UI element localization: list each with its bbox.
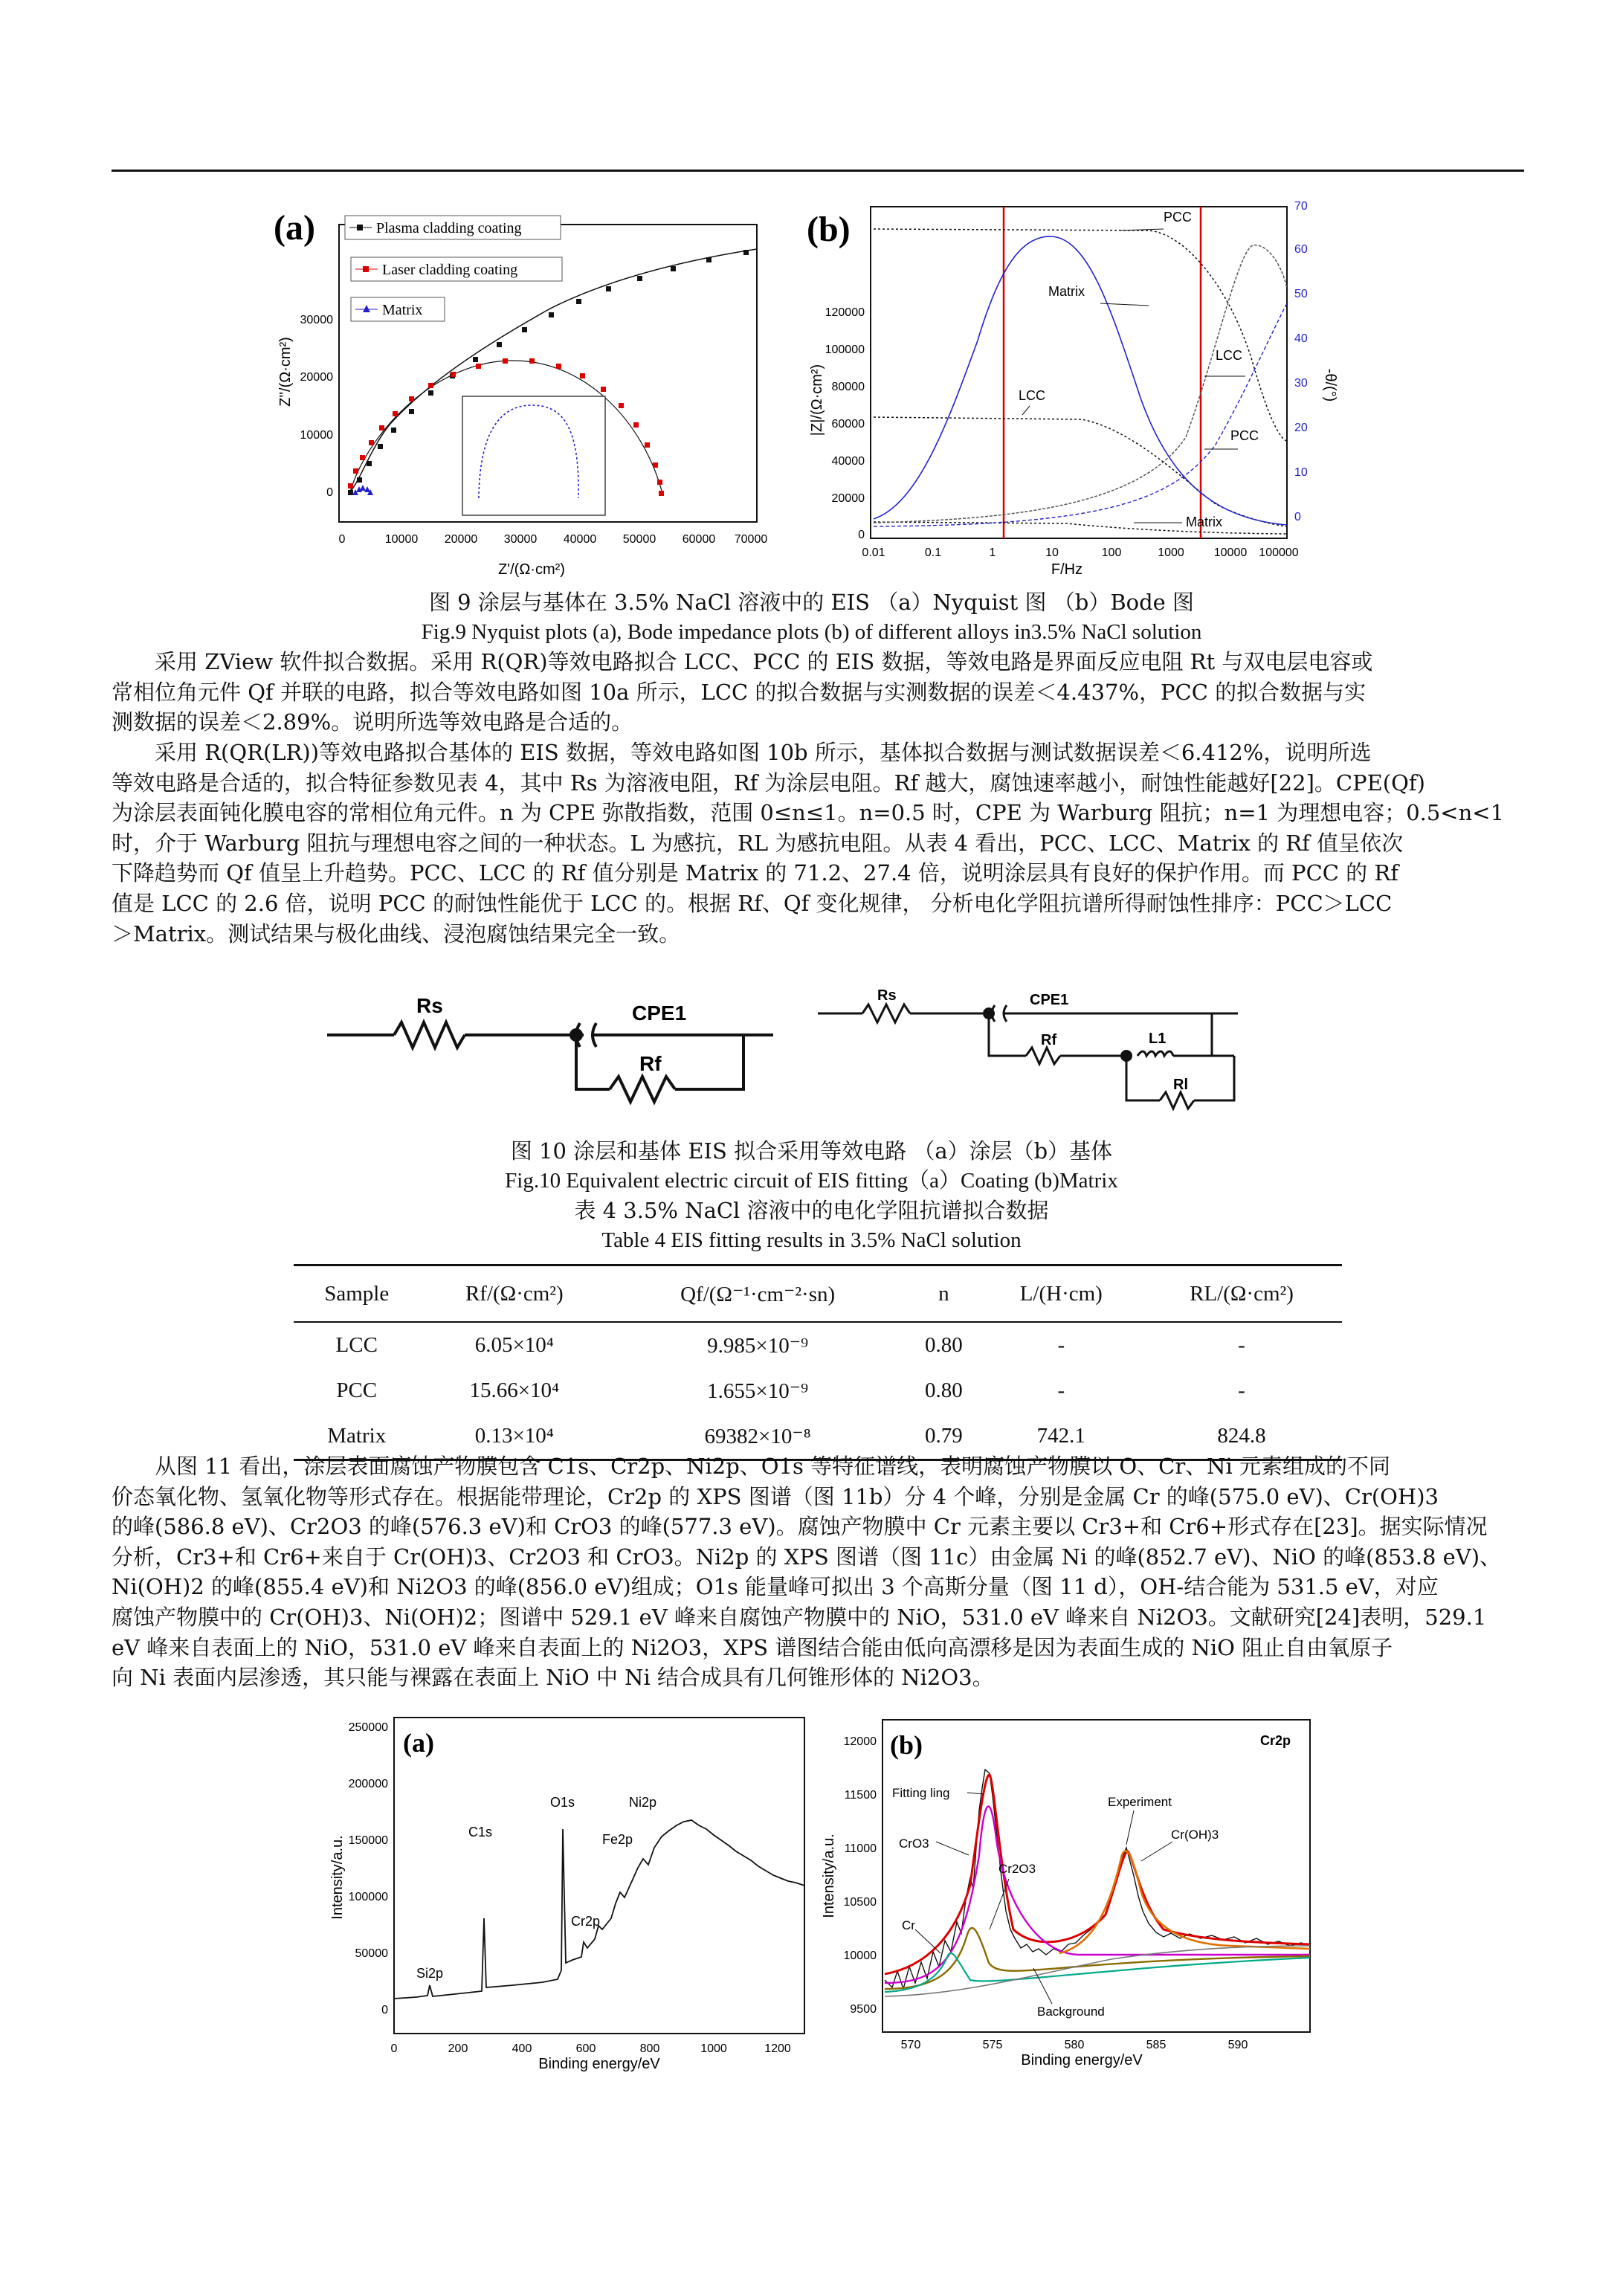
legend-matrix: Matrix <box>382 302 423 318</box>
svg-text:10000: 10000 <box>1213 546 1248 559</box>
svg-text:0.1: 0.1 <box>924 546 942 559</box>
annotations <box>1019 210 1259 529</box>
svg-text:PCC: PCC <box>1164 210 1193 225</box>
series-pcc-z <box>874 229 1286 441</box>
y-ticks <box>349 1721 388 2016</box>
table4-caption-en: Table 4 EIS fitting results in 3.5% NaCl solution <box>601 1228 1022 1252</box>
figure11-panel-b <box>814 1706 1320 2093</box>
svg-text:0: 0 <box>858 529 865 541</box>
series-cr2o3 <box>885 1928 1310 1989</box>
label-cpe: CPE1 <box>632 1002 687 1025</box>
svg-text:C1s: C1s <box>468 1825 493 1839</box>
figure10-caption-en: Fig.10 Equivalent electric circuit of EIS fitting（a）Coating (b)Matrix <box>505 1169 1118 1193</box>
svg-text:100: 100 <box>1101 546 1122 559</box>
svg-text:12000: 12000 <box>843 1735 877 1748</box>
svg-text:O1s: O1s <box>550 1795 575 1810</box>
label-cpe: CPE1 <box>1030 992 1069 1008</box>
y-ticks <box>825 306 865 541</box>
svg-text:0: 0 <box>390 2042 398 2055</box>
svg-text:250000: 250000 <box>348 1721 388 1734</box>
figure9-panel-a <box>268 201 773 587</box>
svg-text:40000: 40000 <box>831 455 865 468</box>
x-ticks <box>339 533 768 546</box>
table4 <box>294 1264 1342 1461</box>
svg-text:Fitting ling: Fitting ling <box>892 1786 950 1800</box>
svg-text:50000: 50000 <box>622 533 656 546</box>
svg-text:LCC: LCC <box>1019 388 1046 403</box>
label-rf: Rf <box>639 1052 662 1075</box>
paragraph-2: 采用 R(QR(LR))等效电路拟合基体的 EIS 数据，等效电路如图 10b 所示，基体拟合数据与测试数据误差＜6.412%，说明所选 等效电路是合适的，拟合特征参数见表 4，其中 Rs 为溶液电阻，Rf 为涂层电阻。Rf 越大，腐蚀速率越小，耐蚀性能越好[22]。CPE(Qf) 为涂层表面钝化膜电容的常相位角元件。n 为 CPE 弥散指数，范围 0≤n≤1。n=0.5 时，CPE 为 Warburg 阻抗；n=1 为理想电容；0.5<n<1 时，介于 Warburg 阻抗与理想电容之间的一种状态。L 为感抗，RL 为感抗电阻。从表 4 看出，PCC、LCC、Matrix 的 Rf 值呈依次 下降趋势而 Qf 值呈上升趋势。PCC、LCC 的 Rf 值分别是 Matrix 的 71.2、27.4 倍，说明涂层具有良好的保护作用。而 PCC 的 Rf 值是 LCC 的 2.6 倍，说明 PCC 的耐蚀性能优于 LCC 的。根据 Rf、Qf 变化规律， 分析电化学阻抗谱所得耐蚀性排序：PCC＞LCC ＞Matrix。测试结果与极化曲线、浸泡腐蚀结果完全一致。 <box>112 740 1505 947</box>
svg-text:10500: 10500 <box>843 1896 877 1909</box>
svg-text:200000: 200000 <box>348 1778 388 1790</box>
svg-text:10: 10 <box>1294 466 1308 479</box>
svg-text:570: 570 <box>900 2039 921 2051</box>
col-rf: Rf/(Ω·cm²) <box>419 1265 609 1323</box>
svg-text:10000: 10000 <box>384 533 419 546</box>
figure9-caption-en: Fig.9 Nyquist plots (a), Bode impedance plots (b) of different alloys in3.5% NaCl solution <box>421 620 1202 644</box>
y-axis-label: Intensity/a.u. <box>821 1834 837 1918</box>
svg-text:120000: 120000 <box>825 306 865 319</box>
svg-text:10000: 10000 <box>843 1950 877 1962</box>
col-rl: RL/(Ω·cm²) <box>1141 1265 1342 1323</box>
y2-axis-label: -θ/(°) <box>1322 368 1338 402</box>
svg-text:Experiment: Experiment <box>1108 1795 1172 1809</box>
inset-plot <box>462 396 605 515</box>
y-ticks <box>300 314 334 499</box>
panel-label: (b) <box>807 210 851 249</box>
svg-text:CrO3: CrO3 <box>899 1837 929 1851</box>
series-cro3 <box>885 1806 1310 1983</box>
svg-text:20000: 20000 <box>300 371 333 384</box>
panel-title: Cr2p <box>1260 1733 1291 1748</box>
label-rf: Rf <box>1041 1032 1057 1048</box>
table-row: Matrix 0.13×10⁴ 69382×10⁻⁸ 0.79 742.1 824.8 <box>294 1413 1342 1460</box>
series-fitting <box>885 1775 1310 1974</box>
table-row: LCC 6.05×10⁴ 9.985×10⁻⁹ 0.80 - - <box>335 1333 1245 1358</box>
svg-text:580: 580 <box>1064 2039 1085 2051</box>
svg-text:0: 0 <box>1294 511 1301 523</box>
paragraph-1: 采用 ZView 软件拟合数据。采用 R(QR)等效电路拟合 LCC、PCC 的 EIS 数据，等效电路是界面反应电阻 Rt 与双电层电容或 常相位角元件 Qf 并联的电路，拟合等效电路如图 10a 所示，LCC 的拟合数据与实测数据的误差＜4.437%，PCC 的拟合数据与实 测数据的误差＜2.89%。说明所选等效电路是合适的。 <box>112 649 1373 735</box>
svg-text:0: 0 <box>381 2004 388 2016</box>
figure10-circuit-a <box>327 989 788 1115</box>
x-axis-label: Z'/(Ω·cm²) <box>498 561 565 578</box>
svg-text:0.01: 0.01 <box>862 546 885 559</box>
svg-text:600: 600 <box>575 2042 596 2055</box>
series-matrix-phase <box>874 303 1287 526</box>
x-ticks <box>862 546 1298 559</box>
series-matrix-markers <box>352 485 373 495</box>
svg-text:585: 585 <box>1146 2039 1167 2051</box>
series-matrix-z <box>874 522 1286 534</box>
figure9-caption-cn: 图 9 涂层与基体在 3.5% NaCl 溶液中的 EIS （a）Nyquist 图 （b）Bode 图 <box>428 590 1195 615</box>
svg-text:60000: 60000 <box>831 418 865 430</box>
series-cr <box>885 1953 1310 1992</box>
survey-spectrum <box>394 1820 804 1999</box>
svg-text:200: 200 <box>448 2042 468 2055</box>
svg-text:Cr(OH)3: Cr(OH)3 <box>1171 1828 1219 1842</box>
svg-text:800: 800 <box>639 2042 660 2055</box>
svg-text:40: 40 <box>1294 332 1308 345</box>
header-rule <box>112 170 1524 172</box>
svg-text:60: 60 <box>1294 243 1308 256</box>
svg-text:Matrix: Matrix <box>1186 515 1222 529</box>
y2-ticks <box>1294 200 1308 523</box>
series-croh3 <box>1059 1851 1310 1953</box>
svg-text:11500: 11500 <box>844 1789 877 1802</box>
svg-text:11000: 11000 <box>844 1842 877 1855</box>
svg-text:1200: 1200 <box>764 2042 791 2055</box>
label-rs: Rs <box>416 994 443 1017</box>
svg-text:20: 20 <box>1294 422 1308 434</box>
svg-text:70: 70 <box>1294 200 1308 213</box>
panel-label: (a) <box>403 1728 434 1758</box>
svg-text:400: 400 <box>512 2042 532 2055</box>
figure10-caption-cn: 图 10 涂层和基体 EIS 拟合采用等效电路 （a）涂层（b）基体 <box>510 1138 1113 1164</box>
peak-labels <box>416 1795 656 1981</box>
svg-text:0: 0 <box>338 533 346 546</box>
svg-text:Fe2p: Fe2p <box>602 1832 633 1847</box>
svg-text:Cr2p: Cr2p <box>571 1914 601 1929</box>
series-pcc-phase <box>874 236 1287 525</box>
label-l1: L1 <box>1149 1031 1167 1047</box>
svg-text:LCC: LCC <box>1216 348 1243 363</box>
svg-text:Cr: Cr <box>902 1918 915 1932</box>
figure10-circuit-b <box>818 985 1279 1119</box>
table-row: PCC 15.66×10⁴ 1.655×10⁻⁹ 0.80 - - <box>336 1378 1245 1403</box>
x-axis-label: F/Hz <box>1051 561 1083 578</box>
legend-laser: Laser cladding coating <box>382 262 518 278</box>
svg-text:PCC: PCC <box>1230 428 1259 443</box>
svg-text:Si2p: Si2p <box>416 1966 444 1981</box>
x-ticks <box>901 2039 1248 2051</box>
col-l: L/(H·cm) <box>981 1265 1141 1323</box>
svg-text:40000: 40000 <box>563 533 597 546</box>
figure11-panel-a <box>320 1703 818 2089</box>
figure9-panel-b <box>799 192 1338 593</box>
svg-text:50000: 50000 <box>355 1947 388 1960</box>
col-n: n <box>906 1265 981 1323</box>
annotations <box>892 1786 1219 2019</box>
series-lcc-z <box>874 417 1286 526</box>
svg-text:10000: 10000 <box>300 429 333 442</box>
svg-text:Ni2p: Ni2p <box>629 1795 657 1810</box>
svg-text:9500: 9500 <box>850 2003 877 2016</box>
y-ticks <box>844 1735 877 2016</box>
y-axis-label: |Z|/(Ω·cm²) <box>809 364 825 436</box>
svg-text:80000: 80000 <box>831 381 865 393</box>
svg-text:575: 575 <box>982 2039 1003 2051</box>
svg-text:590: 590 <box>1227 2039 1248 2051</box>
y-axis-label: Z''/(Ω·cm²) <box>277 337 294 407</box>
table-header-row <box>294 1265 1342 1323</box>
table4-caption-cn: 表 4 3.5% NaCl 溶液中的电化学阻抗谱拟合数据 <box>574 1198 1049 1223</box>
svg-text:10: 10 <box>1045 546 1059 559</box>
panel-label: (a) <box>274 208 315 248</box>
svg-text:30: 30 <box>1294 377 1308 390</box>
svg-text:100000: 100000 <box>1259 546 1299 559</box>
svg-text:150000: 150000 <box>348 1834 388 1847</box>
col-qf: Qf/(Ω⁻¹·cm⁻²·sn) <box>609 1265 906 1323</box>
svg-text:1000: 1000 <box>1158 546 1184 559</box>
paragraph-3: 从图 11 看出，涂层表面腐蚀产物膜包含 C1s、Cr2p、Ni2p、O1s 等特征谱线，表明腐蚀产物膜以 O、Cr、Ni 元素组成的不同 价态氧化物、氢氧化物等形式存在。根据能带理论，Cr2p 的 XPS 图谱（图 11b）分 4 个峰，分别是金属 Cr 的峰(575.0 eV)、Cr(OH)3 的峰(586.8 eV)、Cr2O3 的峰(576.3 eV)和 CrO3 的峰(577.3 eV)。腐蚀产物膜中 Cr 元素主要以 Cr3+和 Cr6+形式存在[23]。据实际情况 分析，Cr3+和 Cr6+来自于 Cr(OH)3、Cr2O3 和 CrO3。Ni2p 的 XPS 图谱（图 11c）由金属 Ni 的峰(852.7 eV)、NiO 的峰(853.8 eV)、 Ni(OH)2 的峰(855.4 eV)和 Ni2O3 的峰(856.0 eV)组成；O1s 能量峰可拟出 3 个高斯分量（图 11 d），OH-结合能为 531.5 eV，对应 腐蚀产物膜中的 Cr(OH)3、Ni(OH)2；图谱中 529.1 eV 峰来自腐蚀产物膜中的 NiO，531.0 eV 峰来自 Ni2O3。文献研究[24]表明，529.1 eV 峰来自表面上的 NiO，531.0 eV 峰来自表面上的 Ni2O3，XPS 谱图结合能由低向高漂移是因为表面生成的 NiO 阻止自由氧原子 向 Ni 表面内层渗透，其只能与裸露在表面上 NiO 中 Ni 结合成具有几何锥形体的 Ni2O3。 <box>112 1454 1502 1691</box>
label-rl: Rl <box>1173 1077 1188 1093</box>
svg-text:Cr2O3: Cr2O3 <box>998 1862 1036 1876</box>
x-axis-label: Binding energy/eV <box>538 2056 660 2072</box>
svg-text:Background: Background <box>1037 2005 1105 2019</box>
legend <box>345 216 562 321</box>
svg-text:30000: 30000 <box>300 314 333 326</box>
svg-text:1: 1 <box>989 546 996 559</box>
label-rs: Rs <box>877 987 897 1004</box>
y-axis-label: Intensity/a.u. <box>329 1835 346 1920</box>
svg-text:20000: 20000 <box>444 533 478 546</box>
svg-text:0: 0 <box>326 486 333 499</box>
x-ticks <box>391 2042 791 2055</box>
svg-text:100000: 100000 <box>348 1891 388 1903</box>
col-sample: Sample <box>294 1265 419 1323</box>
svg-text:60000: 60000 <box>682 533 716 546</box>
svg-text:1000: 1000 <box>700 2042 727 2055</box>
svg-text:30000: 30000 <box>503 533 538 546</box>
legend-plasma: Plasma cladding coating <box>376 220 522 236</box>
svg-text:100000: 100000 <box>825 344 865 356</box>
svg-text:50: 50 <box>1294 288 1308 300</box>
panel-label: (b) <box>890 1730 923 1760</box>
x-axis-label: Binding energy/eV <box>1021 2052 1143 2068</box>
svg-text:20000: 20000 <box>831 492 865 505</box>
svg-text:70000: 70000 <box>734 533 768 546</box>
svg-text:Matrix: Matrix <box>1048 284 1085 299</box>
